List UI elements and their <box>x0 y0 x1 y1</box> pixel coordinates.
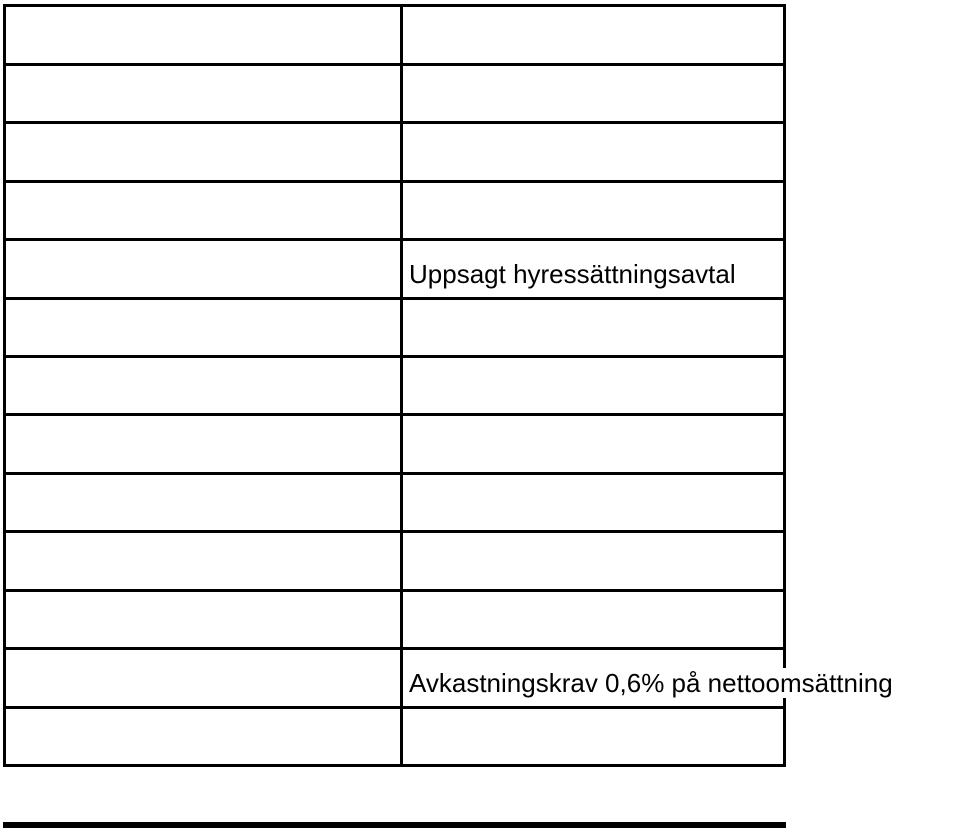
table-cell-row12-col2[interactable]: Avkastningskrav 0,6% på nettoomsättning <box>409 668 893 698</box>
grid-line <box>3 413 786 416</box>
grid-line <box>3 589 786 592</box>
grid-line <box>3 706 786 709</box>
grid-line <box>3 63 786 66</box>
grid-line <box>783 5 786 767</box>
grid-line <box>3 121 786 124</box>
grid-line <box>3 764 786 767</box>
grid-line <box>3 4 786 7</box>
grid-line <box>3 5 6 767</box>
grid-line <box>3 355 786 358</box>
grid-line <box>3 647 786 650</box>
grid-line <box>3 472 786 475</box>
grid-line <box>400 5 403 767</box>
grid-line <box>3 180 786 183</box>
grid-line <box>3 297 786 300</box>
grid-line <box>3 238 786 241</box>
grid-line <box>3 530 786 533</box>
table-cell-row5-col2[interactable]: Uppsagt hyressättningsavtal <box>409 259 736 289</box>
bottom-border <box>3 822 786 828</box>
